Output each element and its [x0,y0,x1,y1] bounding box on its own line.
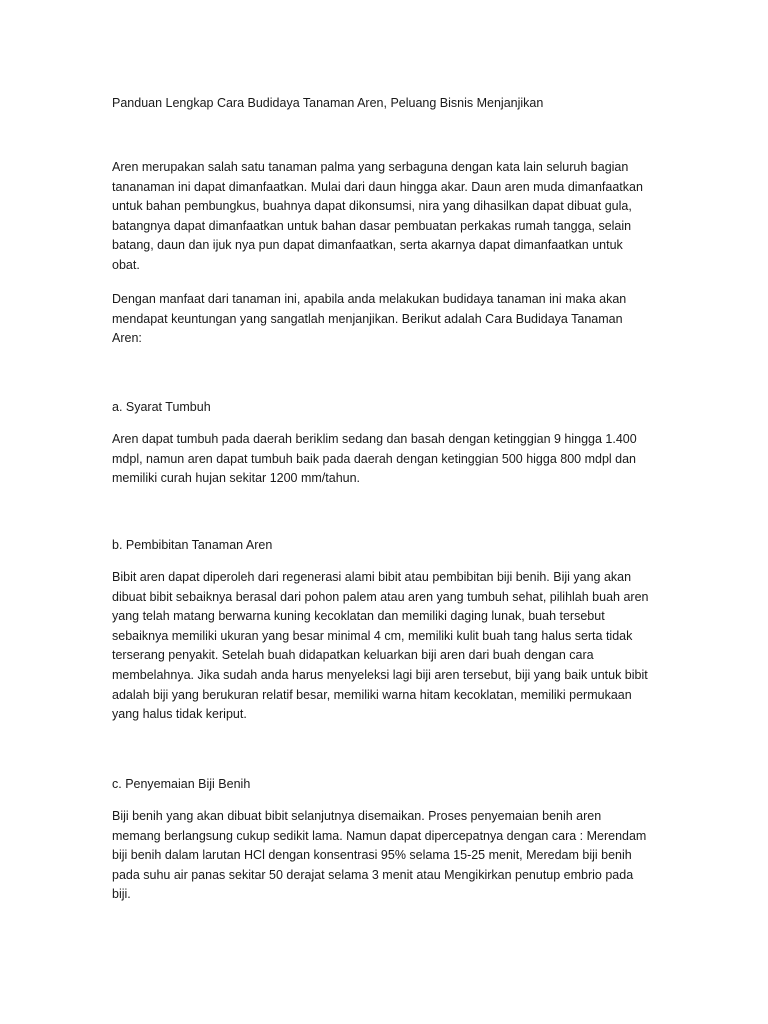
section-body-penyemaian: Biji benih yang akan dibuat bibit selanjutnya disemaikan. Proses penyemaian benih aren memang berlangsung cukup sedikit lama. Namun dapat dipercepatnya dengan cara : Merendam biji benih dalam larutan HCl dengan konsentrasi 95% selama 15-25 menit, Meredam biji benih pada suhu air panas sekitar 50 derajat selama 3 menit atau Mengikirkan penutup embrio pada biji. [112,809,647,902]
section-heading-penyemaian: c. Penyemaian Biji Benih [112,777,251,791]
section-heading-pembibitan: b. Pembibitan Tanaman Aren [112,538,273,552]
intro-paragraph-2: Dengan manfaat dari tanaman ini, apabila anda melakukan budidaya tanaman ini maka akan mendapat keuntungan yang sangatlah menjanjikan. Berikut adalah Cara Budidaya Tanaman Aren: [112,292,627,346]
section-body-syarat-tumbuh: Aren dapat tumbuh pada daerah beriklim sedang dan basah dengan ketinggian 9 hingga 1.400 mdpl, namun aren dapat tumbuh baik pada daerah dengan ketinggian 500 higga 800 mdpl dan memiliki curah hujan sekitar 1200 mm/tahun. [112,432,637,486]
section-body-pembibitan: Bibit aren dapat diperoleh dari regenerasi alami bibit atau pembibitan biji benih. Biji yang akan dibuat bibit sebaiknya berasal dari pohon palem atau aren yang tumbuh sehat, pilihlah buah aren yang telah matang berwarna kuning kecoklatan dan memiliki daging lunak, buah tersebut sebaiknya memiliki ukuran yang besar minimal 4 cm, memiliki kulit buah tang halus serta tidak terserang penyakit. Setelah buah didapatkan keluarkan biji aren dari buah dengan cara membelahnya. Jika sudah anda harus menyeleksi lagi biji aren tersebut, biji yang baik untuk bibit adalah biji yang berukuran relatif besar, memiliki warna hitam kecoklatan, memiliki permukaan yang halus tidak keriput. [112,570,649,722]
section-heading-syarat-tumbuh: a. Syarat Tumbuh [112,400,211,414]
intro-paragraph-1: Aren merupakan salah satu tanaman palma yang serbaguna dengan kata lain seluruh bagian tananaman ini dapat dimanfaatkan. Mulai dari daun hingga akar. Daun aren muda dimanfaatkan untuk bahan pembungkus, buahnya dapat dikonsumsi, nira yang dihasilkan dapat dibuat gula, batangnya dapat dimanfaatkan untuk bahan dasar pembuatan perkakas rumah tangga, selain batang, daun dan ijuk nya pun dapat dimanfaatkan, serta akarnya dapat dimanfaatkan untuk obat. [112,160,643,272]
document-title: Panduan Lengkap Cara Budidaya Tanaman Aren, Peluang Bisnis Menjanjikan [112,96,544,110]
